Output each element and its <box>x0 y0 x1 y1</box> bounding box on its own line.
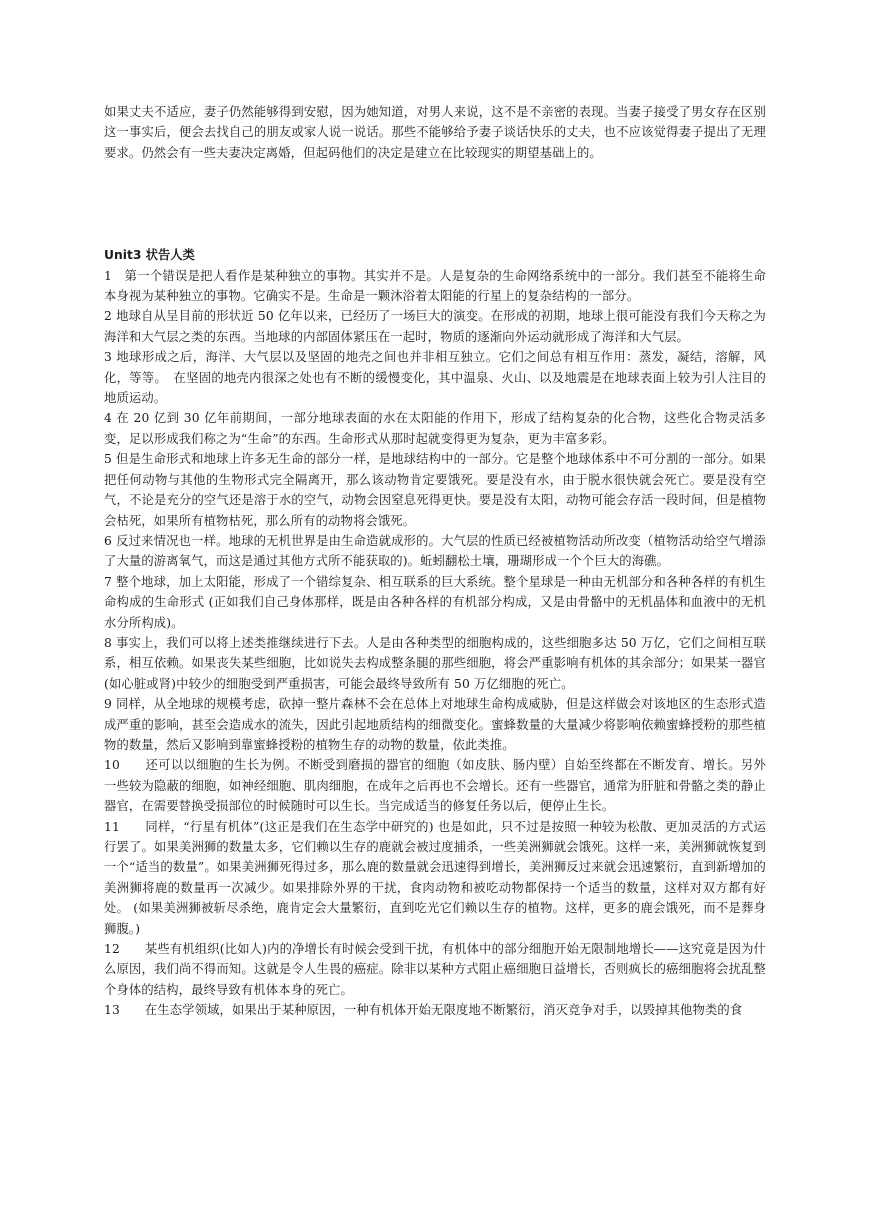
paragraph-6: 6 反过来情况也一样。地球的无机世界是由生命造就成形的。大气层的性质已经被植物活动所改变（植物活动给空气增添了大量的游离氧气，而这是通过其他方式所不能获取的)。蚯蚓翻松土壤，珊瑚形成一个个巨大的海礁。 <box>104 533 766 569</box>
paragraph-9: 9 同样，从全地球的规模考虑，砍掉一整片森林不会在总体上对地球生命构成威胁，但是这样做会对该地区的生态形式造成严重的影响，甚至会造成水的流失，因此引起地质结构的细微变化。蜜蜂数量的大量减少将影响依赖蜜蜂授粉的那些植物的数量，然后又影响到靠蜜蜂授粉的植物生存的动物的数量，依此类推。 <box>104 697 766 752</box>
paragraph-4: 4 在 20 亿到 30 亿年前期间，一部分地球表面的水在太阳能的作用下，形成了结构复杂的化合物，这些化合物灵活多变，足以形成我们称之为“生命”的东西。生命形式从那时起就变得更为复杂，更为丰富多彩。 <box>104 411 766 446</box>
paragraph-10: 10 还可以以细胞的生长为例。不断受到磨损的器官的细胞（如皮肤、肠内壁）自始至终都在不断发育、增长。另外一些较为隐蔽的细胞，如神经细胞、肌肉细胞，在成年之后再也不会增长。还有一些器官，通常为肝脏和骨骼之类的静止器官，在需要替换受损部位的时候随时可以生长。当完成适当的修复任务以后，便停止生长。 <box>104 758 766 814</box>
paragraph-12: 12 某些有机组织(比如人)内的净增长有时候会受到干扰，有机体中的部分细胞开始无限制地增长——这究竟是因为什么原因，我们尚不得而知。这就是令人生畏的癌症。除非以某种方式阻止癌细胞日益增长，否则疯长的癌细胞将会扰乱整个身体的结构，最终导致有机体本身的死亡。 <box>104 942 766 997</box>
paragraph-11: 11 同样，“行星有机体”(这正是我们在生态学中研究的) 也是如此，只不过是按照一种较为松散、更加灵活的方式运行罢了。如果美洲狮的数量太多，它们赖以生存的鹿就会被过度捕杀，一些美洲狮就会饿死。这样一来，美洲狮就恢复到一个“适当的数量”。如果美洲狮死得过多，那么鹿的数量就会迅速得到增长，美洲狮反过来就会迅速繁衍，直到新增加的美洲狮将鹿的数量再一次减少。如果排除外界的干扰，食肉动物和被吃动物都保持一个适当的数量，这样对双方都有好处。 (如果美洲狮被斩尽杀绝，鹿肯定会大量繁衍，直到吃光它们赖以生存的植物。这样，更多的鹿会饿死，而不是葬身狮腹。) <box>104 819 766 936</box>
paragraph-3: 3 地球形成之后，海洋、大气层以及坚固的地壳之间也并非相互独立。它们之间总有相互作用：蒸发，凝结，溶解，风化，等等。 在坚固的地壳内很深之处也有不断的缓慢变化，其中温泉、火山、以及地震是在地球表面上较为引人注目的地质运动。 <box>104 350 766 406</box>
paragraph-5: 5 但是生命形式和地球上许多无生命的部分一样，是地球结构中的一部分。它是整个地球体系中不可分割的一部分。如果把任何动物与其他的生物形式完全隔离开，那么该动物肯定要饿死。要是没有水，由于脱水很快就会死亡。要是没有空气，不论是充分的空气还是溶于水的空气，动物会因窒息死得更快。要是没有太阳，动物可能会存活一段时间，但是植物会枯死，如果所有植物枯死，那么所有的动物将会饿死。 <box>104 452 766 528</box>
paragraph-8: 8 事实上，我们可以将上述类推继续进行下去。人是由各种类型的细胞构成的，这些细胞多达 50 万亿，它们之间相互联系，相互依赖。如果丧失某些细胞，比如说失去构成整条腿的那些细胞，将会严重影响有机体的其余部分；如果某一器官(如心脏或肾)中较少的细胞受到严重损害，可能会最终导致所有 50 万亿细胞的死亡。 <box>104 635 766 691</box>
unit-title: Unit3 状告人类 <box>104 248 195 263</box>
paragraph-1: 1 第一个错误是把人看作是某种独立的事物。其实并不是。人是复杂的生命网络系统中的一部分。我们甚至不能将生命本身视为某种独立的事物。它确实不是。生命是一颗沐浴着太阳能的行星上的复杂结构的一部分。 <box>104 268 766 304</box>
paragraph-7: 7 整个地球，加上太阳能，形成了一个错综复杂、相互联系的巨大系统。整个星球是一种由无机部分和各种各样的有机生命构成的生命形式 (正如我们自己身体那样，既是由各种各样的有机部分构成，又是由骨骼中的无机晶体和血液中的无机水分所构成)。 <box>104 574 766 630</box>
paragraph-13: 13 在生态学领域，如果出于某种原因，一种有机体开始无限度地不断繁衍，消灭竞争对手，以毁掉其他物类的食 <box>104 1003 743 1018</box>
section-spacer <box>104 163 766 245</box>
intro-paragraph: 如果丈夫不适应，妻子仍然能够得到安慰，因为她知道，对男人来说，这不是不亲密的表现。当妻子接受了男女存在区别这一事实后，便会去找自己的朋友或家人说一说话。那些不能够给予妻子谈话快乐的丈夫，也不应该觉得妻子提出了无理要求。仍然会有一些夫妻决定离婚，但起码他们的决定是建立在比较现实的期望基础上的。 <box>104 105 766 160</box>
paragraph-2: 2 地球自从呈目前的形状近 50 亿年以来，已经历了一场巨大的演变。在形成的初期，地球上很可能没有我们今天称之为海洋和大气层之类的东西。当地球的内部固体紧压在一起时，物质的逐渐向外运动就形成了海洋和大气层。 <box>104 309 766 344</box>
document-body <box>104 102 766 1021</box>
